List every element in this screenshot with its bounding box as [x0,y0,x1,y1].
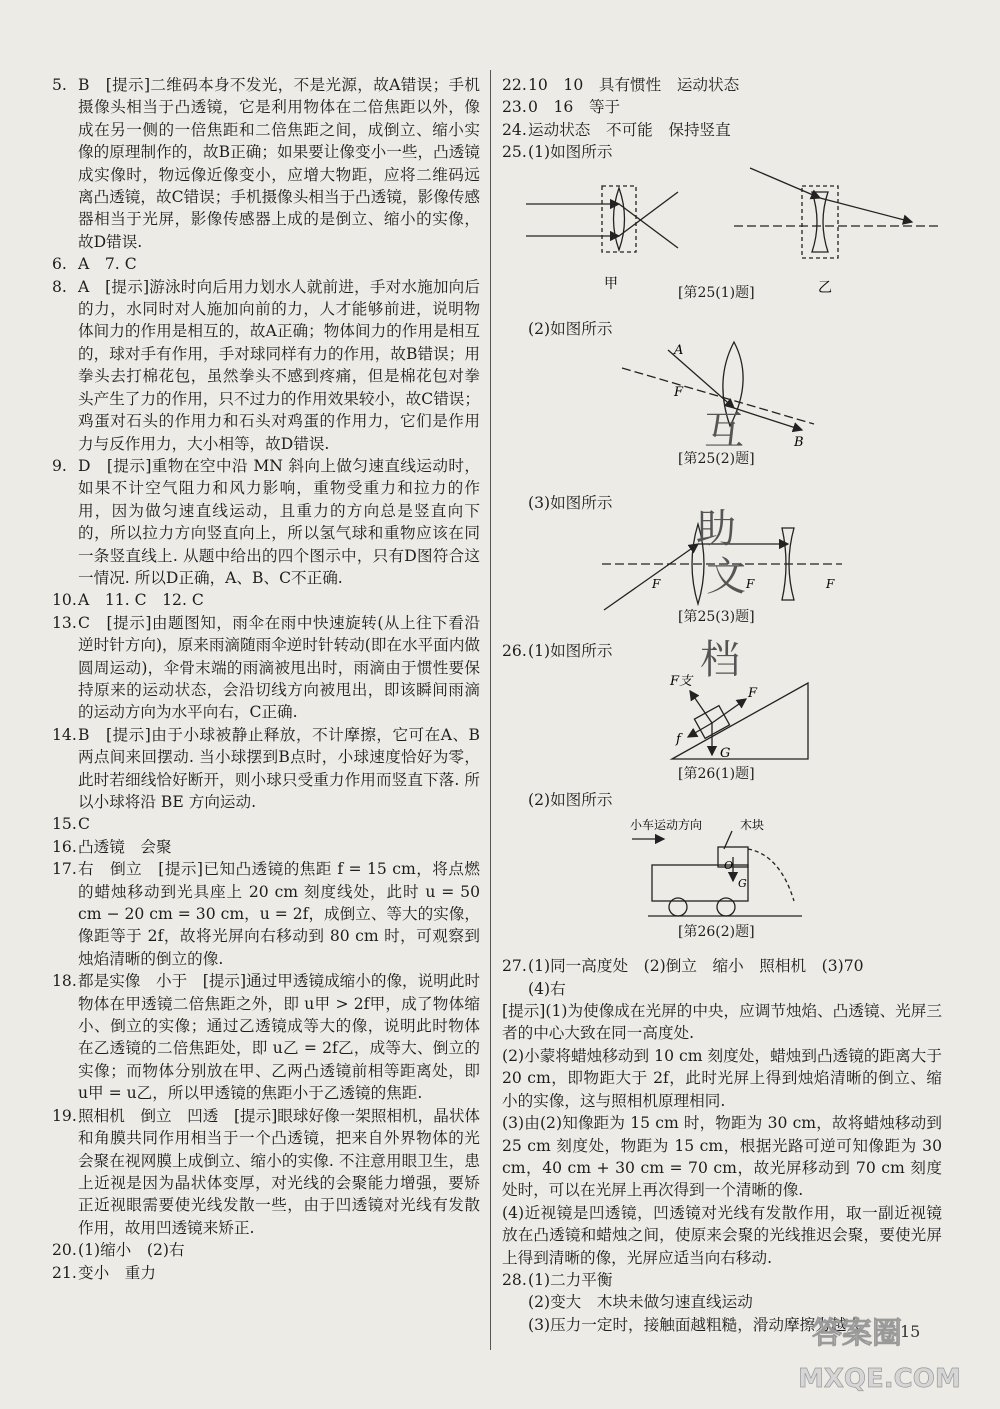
label-block: 木块 [740,818,765,833]
label-gravity: G [720,745,731,761]
label-f-3: F [826,577,835,592]
answer-item [52,1239,480,1261]
answer-item [52,612,480,724]
answer-item [52,589,480,611]
answer-27-hint-2: (2)小蒙将蜡烛移动到 10 cm 刻度处，蜡烛到凸透镜的距离大于 20 cm，即物距大于 2f，此时光屏上得到烛焰清晰的倒立、缩小的实像，这与照相机原理相同. [502,1046,942,1110]
answer-text: B [提示]由于小球被静止释放，不计摩擦，它可在A、B两点间来回摆动. 当小球摆到B点时，小球速度恰好为零，此时若细线恰好断开，则小球只受重力作用而竖直下落. 所以小球将沿 BE 方向运动. [78,725,480,811]
answer-text: 变小 重力 [78,1263,156,1282]
handwriting-2: 助 [696,506,736,553]
answer-number: 17. [52,860,77,879]
answer-item [52,1262,480,1284]
answer-24: 24. 运动状态 不可能 保持竖直 [502,120,731,139]
column-divider [490,70,491,1350]
caption-25-2: [第25(2)题] [678,451,755,468]
answer-27: 27. (1)同一高度处 (2)倒立 缩小 照相机 (3)70 [502,957,864,976]
answer-number: 10. [52,591,77,610]
answer-text: A 7. C [78,255,137,274]
label-f-1: F [652,577,661,592]
caption-26-2: [第26(2)题] [678,924,755,941]
figure-25-3 [502,506,942,626]
answer-27-hint-4: (4)近视镜是凹透镜，凹透镜对光线有发散作用，取一副近视镜放在凸透镜和蜡烛之间，使原来会聚的光线推迟会聚，要使光屏上得到清晰的像，光屏应适当向右移动. [502,1203,942,1267]
answer-22: 22. 10 10 具有惯性 运动状态 [502,76,740,94]
answer-number: 21. [52,1263,77,1282]
label-f-2: F [746,577,755,592]
answer-number: 5. [52,76,67,94]
answer-item [52,455,480,589]
label-b: B [794,435,804,451]
answer-text: D [提示]重物在空中沿 MN 斜向上做匀速直线运动时，如果不计空气阻力和风力影响，重物受重力和拉力的作用，因为做匀速直线运动，且重力的方向总是竖直向下的，所以拉力方向竖直向上，所以氢气球和重物应该在同一条竖直线上. 从题中给出的四个图示中，只有D图符合这一情况. 所以D正确，A、B、C不正确. [78,456,480,587]
handwriting-3: 文 [706,554,746,601]
label-f-pull: F [748,685,758,701]
answer-number: 9. [52,456,67,475]
label-a: A [674,343,684,359]
caption-26-1: [第26(1)题] [678,765,755,782]
answer-number: 14. [52,725,77,744]
label-f-support: F支 [670,673,693,689]
answer-number: 6. [52,255,67,274]
answer-27-hint-3: (3)由(2)知像距为 15 cm 时，物距为 30 cm，故将蜡烛移动到 25 cm 刻度处，物距为 15 cm，根据光路可逆可知像距为 30 cm，40 cm + 30 cm = 70 cm，故光屏移动到 70 cm 刻度处时，可以在光屏上再次得到一个清晰的像. [502,1114,942,1200]
label-yi: 乙 [818,279,832,296]
cart-diagram-26-2 [502,811,942,921]
answer-26: 26. (1)如图所示 [502,642,613,661]
figure-25-1 [502,164,942,304]
watermark-logo [792,1307,982,1397]
label-g: G [738,877,747,891]
label-jia: 甲 [604,275,618,292]
answer-item [52,74,480,253]
page-number: 15 [900,1322,921,1341]
watermark-text: MXQE.COM [798,1364,961,1394]
left-column [52,74,480,1284]
answer-number: 19. [52,1106,77,1125]
answer-text: 右 倒立 [提示]已知凸透镜的焦距 f = 15 cm，将点燃的蜡烛移动到光具座上 20 cm 刻度线处，此时 u = 50 cm − 20 cm = 30 cm，u = 2f，成倒立、等大的实像，像距等于 2f，故将光屏向右移动到 80 cm 时，可观察到烛焰清晰的倒立的像. [78,860,480,968]
answer-28: 28. (1)二力平衡 [502,1270,613,1289]
figure-25-2 [502,340,942,480]
answer-item [52,724,480,814]
answer-item [52,836,480,858]
answer-number: 8. [52,277,67,296]
answer-text: A [提示]游泳时向后用力划水人就前进，手对水施加向后的力，水同时对人施加向前的力，人才能够前进，说明物体间力的作用是相互的，故A正确；物体间力的作用是相互的，球对手有作用，手对球同样有力的作用，故B错误；用拳头去打棉花包，虽然拳头不感到疼痛，但是棉花包对拳头产生了力的作用，只不过力的作用效果较小，故C错误；鸡蛋对石头的作用力和石头对鸡蛋的作用力，它们是作用力与反作用力，大小相等，故D错误. [78,277,480,453]
answer-number: 16. [52,837,77,856]
watermark-logo-text: 答案圈 [812,1316,902,1351]
answer-25-3: (3)如图所示 [528,494,613,513]
label-o: O [724,859,734,873]
caption-25-1: [第25(1)题] [678,284,755,301]
answer-number: 18. [52,972,77,991]
answer-26-2: (2)如图所示 [528,790,613,809]
answer-text: B [提示]二维码本身不发光，不是光源，故A错误；手机摄像头相当于凸透镜，它是利用物体在二倍焦距以外，像成在另一侧的一倍焦距和二倍焦距之间，成倒立、缩小实像的原理制作的，故B正确；如果要让像变小一些，凸透镜成实像时，物远像近像变小，应增大物距，应将二维码远离凸透镜，故C错误；手机摄像头相当于凸透镜，影像传感器相当于光屏，影像传感器上成的是倒立、缩小的实像，故D错误. [78,76,480,251]
answer-item [52,813,480,835]
answer-item [52,1105,480,1239]
caption-25-3: [第25(3)题] [678,609,755,626]
answer-text: C [提示]由题图知，雨伞在雨中快速旋转(从上往下看沿逆时针方向)，原来雨滴随雨伞逆时针转动(即在水平面内做圆周运动)，伞骨末端的雨滴被甩出时，雨滴由于惯性要保持原来的运动状态，会沿切线方向被甩出，即该瞬间雨滴的运动方向为水平向右，C正确. [78,613,481,722]
answer-28-part3: (3)压力一定时，接触面越粗糙，滑动摩擦力越大 [528,1315,862,1334]
answer-25: 25. (1)如图所示 [502,143,613,162]
handwriting-4: 档 [700,636,740,683]
handwriting-1: 互 [704,408,744,455]
answer-number: 13. [52,613,77,632]
answer-item [52,858,480,970]
answer-text: A 11. C 12. C [78,591,204,610]
answer-25-2: (2)如图所示 [528,319,613,338]
label-f: F [674,385,684,401]
figure-26-2 [502,811,942,941]
answer-number: 15. [52,815,77,834]
answer-text: 凸透镜 会聚 [78,837,172,856]
answer-27-part4: (4)右 [528,979,566,998]
answer-number: 20. [52,1241,77,1260]
answer-23: 23. 0 16 等于 [502,98,621,117]
answer-27-hint-1: [提示](1)为使像成在光屏的中央，应调节烛焰、凸透镜、光屏三者的中心大致在同一高度处. [502,1002,942,1043]
label-friction: f [676,731,681,747]
answer-text: C [78,815,90,834]
right-column [502,74,942,1336]
answer-28-part2: (2)变大 木块未做匀速直线运动 [528,1293,753,1312]
watermark-mark [792,1307,982,1397]
answer-text: (1)缩小 (2)右 [78,1241,185,1260]
answer-item [52,253,480,275]
answer-text: 都是实像 小于 [提示]通过甲透镜成缩小的像，说明此时物体在甲透镜二倍焦距之外，即 u甲 > 2f甲，成了物体缩小、倒立的实像；通过乙透镜成等大的像，说明此时物体在乙透镜的二倍焦距处，即 u乙 = 2f乙，成等大、倒立的实像；而物体分别放在甲、乙两凸透镜前相等距离处，即 u甲 = u乙，所以甲透镜的焦距小于乙透镜的焦距. [78,972,481,1103]
answer-text: 照相机 倒立 凹透 [提示]眼球好像一架照相机，晶状体和角膜共同作用相当于一个凸透镜，把来自外界物体的光会聚在视网膜上成倒立、缩小的实像. 不注意用眼卫生，患上近视是因为晶状体变厚，对光线的会聚能力增强，要矫正近视眼需要使光线发散一些，由于凹透镜对光线有发散作用，故用凹透镜来矫正. [78,1106,481,1237]
answer-item [52,276,480,455]
label-cart-direction: 小车运动方向 [630,818,703,833]
answer-item [52,970,480,1104]
